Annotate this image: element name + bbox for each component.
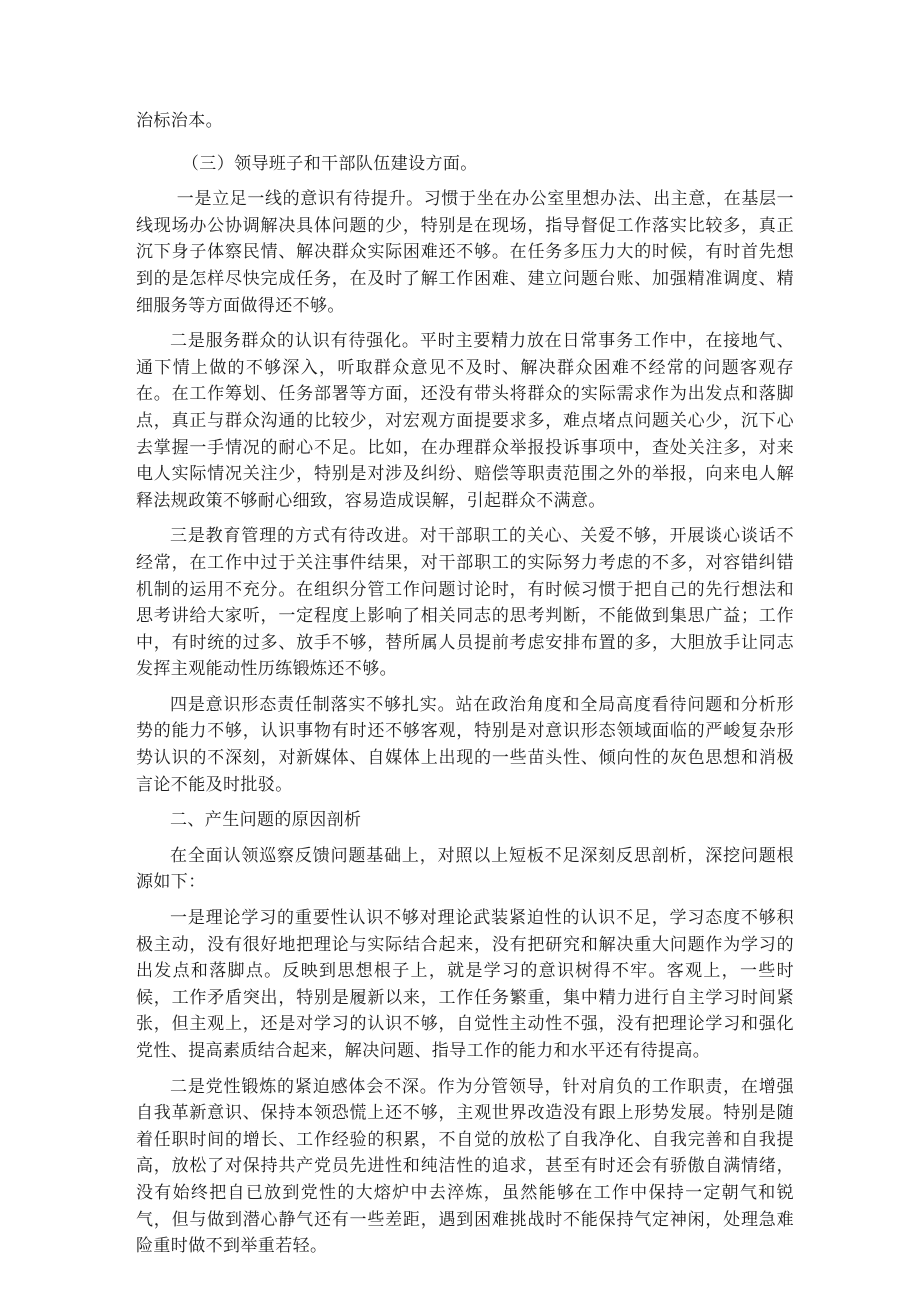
document-body [136, 108, 794, 1269]
paragraph-point-3: 三是教育管理的方式有待改进。对干部职工的关心、关爱不够，开展谈心谈话不经常，在工作中过于关注事件结果，对干部职工的实际努力考虑的不多，对容错纠错机制的运用不充分。在组织分管工作问题讨论时，有时候习惯于把自己的先行想法和思考讲给大家听，一定程度上影响了相关同志的思考判断，不能做到集思广益；工作中，有时统的过多、放手不够，替所属人员提前考虑安排布置的多，大胆放手让同志发挥主观能动性历练锻炼还不够。 [136, 526, 794, 680]
section-heading-leadership: （三）领导班子和干部队伍建设方面。 [181, 153, 478, 174]
paragraph-cause-2: 二是党性锻炼的紧迫感体会不深。作为分管领导，针对肩负的工作职责，在增强自我革新意识、保持本领恐慌上还不够，主观世界改造没有跟上形势发展。特别是随着任职时间的增长、工作经验的积累，不自觉的放松了自我净化、自我完善和自我提高，放松了对保持共产党员先进性和纯洁性的追求，甚至有时还会有骄傲自满情绪，没有始终把自已放到党性的大熔炉中去淬炼，虽然能够在工作中保持一定朝气和锐气，但与做到潜心静气还有一些差距，遇到困难挑战时不能保持气定神闲，处理急难险重时做不到举重若轻。 [136, 1076, 794, 1257]
paragraph-point-2: 二是服务群众的认识有待强化。平时主要精力放在日常事务工作中，在接地气、通下情上做的不够深入，听取群众意见不及时、解决群众困难不经常的问题客观存在。在工作筹划、任务部署等方面，还没有带头将群众的实际需求作为出发点和落脚点，真正与群众沟通的比较少，对宏观方面提要求多，难点堵点问题关心少，沉下心去掌握一手情况的耐心不足。比如，在办理群众举报投诉事项中，查处关注多，对来电人实际情况关注少，特别是对涉及纠纷、赔偿等职责范围之外的举报，向来电人解释法规政策不够耐心细致，容易造成误解，引起群众不满意。 [136, 331, 794, 511]
paragraph-point-1: 一是立足一线的意识有待提升。习惯于坐在办公室里想办法、出主意，在基层一线现场办公协调解决具体问题的少，特别是在现场，指导督促工作落实比较多，真正沉下身子体察民情、解决群众实际困难还不够。在任务多压力大的时候，有时首先想到的是怎样尽快完成任务，在及时了解工作困难、建立问题台账、加强精准调度、精细服务等方面做得还不够。 [136, 189, 794, 316]
paragraph-continuation: 治标治本。 [136, 111, 223, 131]
paragraph-cause-1: 一是理论学习的重要性认识不够对理论武装紧迫性的认识不足，学习态度不够积极主动，没有很好地把理论与实际结合起来，没有把研究和解决重大问题作为学习的出发点和落脚点。反映到思想根子上，就是学习的意识树得不牢。客观上，一些时候，工作矛盾突出，特别是履新以来，工作任务繁重，集中精力进行自主学习时间紧张，但主观上，还是对学习的认识不够，自觉性主动性不强，没有把理论学习和强化党性、提高素质结合起来，解决问题、指导工作的能力和水平还有待提高。 [136, 908, 794, 1061]
paragraph-point-4: 四是意识形态责任制落实不够扎实。站在政治角度和全局高度看待问题和分析形势的能力不够，认识事物有时还不够客观，特别是对意识形态领域面临的严峻复杂形势认识的不深刻，对新媒体、自媒体上出现的一些苗头性、倾向性的灰色思想和消极言论不能及时批驳。 [136, 694, 794, 795]
section-heading-causes: 二、产生问题的原因剖析 [170, 810, 362, 831]
paragraph-causes-intro: 在全面认领巡察反馈问题基础上，对照以上短板不足深刻反思剖析，深挖问题根源如下： [136, 845, 794, 893]
